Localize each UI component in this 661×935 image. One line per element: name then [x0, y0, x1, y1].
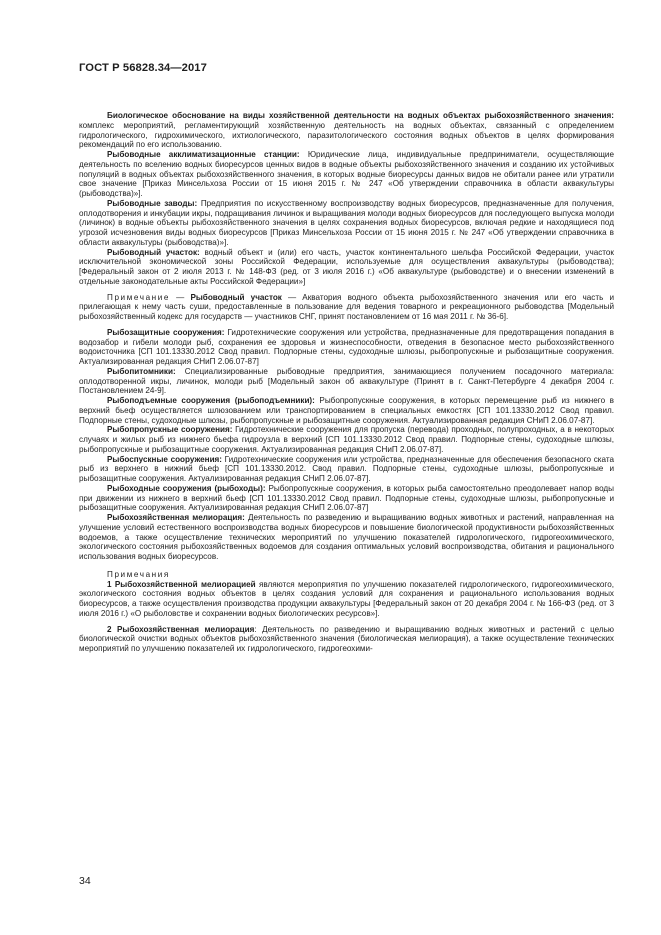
definition-text: Рыбопропускные сооружения, в которых рыба самостоятельно преодолевает напор воды при движении из нижнего в верхний бьеф [СП 101.13330.2012 Свод правил. Подпорные стены, судоходные шлюзы, рыбопропускные и рыбозащитные сооружения. Актуализированная редакция СНиП 2.06.07-87] — [79, 483, 615, 513]
note-number: 2 — [107, 624, 117, 634]
term: Рыбохозяйственная мелиорация: — [107, 513, 245, 522]
document-code: ГОСТ Р 56828.34—2017 — [79, 62, 207, 74]
note-number: 1 — [107, 579, 115, 589]
term: Рыбопитомники: — [107, 366, 176, 376]
definition-text: Деятельность по разведению и выращиванию водных животных и растений, направленная на улучшение условий естественного воспроизводства водных биоресурсов и повышение биологической продуктивности рыбохозяйственных водоемов, а также осуществление технических мероприятий по улучшению показателей гидрологического, гидрогеохимического, экологического состояния рыбохозяйственных водоемов для создания оптимальных условий воспроизводства, обитания и рационального использования водных биоресурсов. — [79, 513, 615, 561]
definition-paragraph — [79, 328, 614, 367]
definition-paragraph — [79, 513, 614, 562]
definition-text: Предприятия по искусственному воспроизводству водных биоресурсов, предназначенные для получения, оплодотворения и инкубации икры, подращивания личинок и выращивания молоди водных биоресурсов для последующего выпуска молоди (личинок) в водные объекты рыбохозяйственного значения в целях сохранения водных биоресурсов, включая редкие и находящиеся под угрозой исчезновения виды водных биоресурсов [Приказ Минсельхоза России от 15 июня 2015 г. № 247 «Об утверждении справочника в области аквакультуры (рыбоводства)»]. — [79, 198, 615, 247]
notes-heading: Примечания — [107, 569, 170, 579]
definition-paragraph — [79, 248, 614, 287]
note-paragraph — [79, 293, 614, 322]
definition-paragraph — [79, 199, 614, 248]
term: Биологическое обоснование на виды хозяйственной деятельности на водных объектах рыбохозяйственного значения: — [107, 111, 614, 120]
note-dash: — — [170, 292, 191, 302]
note-text: — Акватория водного объекта рыбохозяйственного значения или его часть и прилегающая к нему часть суши, предоставленные в пользование для ведения товарного и рекреационного рыбоводства [Модельный рыбохозяйственный кодекс для государств — участников СНГ, принят постановлением от 16 мая 2011 г. № 36-6]. — [79, 292, 614, 321]
definition-paragraph — [79, 455, 614, 484]
note-text: : Деятельность по разведению и выращиванию водных животных и растений с целью биологической очистки водных объектов рыбохозяйственного значения (биологическая мелиорация), а также осуществление технических мероприятий по улучшению показателей их гидрологического, гидрогеохими- — [79, 624, 614, 653]
definition-paragraph — [79, 367, 614, 396]
term: Рыбоводные акклиматизационные станции: — [107, 150, 300, 159]
definition-text: Рыбопропускные сооружения, в которых перемещение рыб из нижнего в верхний бьеф осуществляется шлюзованием или транспортированием в специальных емкостях [СП 101.13330.2012 Свод правил. Подпорные стены, судоходные шлюзы, рыбопропускные и рыбозащитные сооружения. Актуализированная редакция СНиП 2.06.07-87]. — [79, 396, 614, 425]
note-item — [79, 580, 614, 619]
definition-paragraph — [79, 150, 614, 199]
term: Рыбоспускные сооружения: — [107, 454, 223, 464]
page-number: 34 — [79, 875, 91, 887]
definition-text: Гидротехнические сооружения или устройства, предназначенные для предотвращения попадания в водозабор и гибели молоди рыб, сохранения ее здоровья и жизнеспособности, отведения в безопасное место рыбохозяйственного водоисточника [СП 101.13330.2012 Свод правил. Подпорные стены, судоходные шлюзы, рыбопропускные и рыбозащитные сооружения. Актуализированная редакция СНиП 2.06.07-87] — [79, 327, 614, 366]
definition-text: Юридические лица, индивидуальные предприниматели, осуществляющие деятельность по вселению водных биоресурсов ценных видов в водные объекты рыбохозяйственного значения и созданию их устойчивых популяций в водных объектах рыбохозяйственного значения, в которых водные биоресурсы данных видов не обитали ранее или утратили свое значение [Приказ Минсельхоза России от 15 июня 2015 г. № 247 «Об утверждении справочника в области аквакультуры (рыбоводства)»]. — [79, 150, 614, 198]
definition-paragraph — [79, 111, 614, 150]
term: Рыбопропускные сооружения: — [107, 425, 233, 435]
term: Рыбоподъемные сооружения (рыбоподъемники): — [107, 396, 315, 405]
term: Рыбозащитные сооружения: — [107, 327, 225, 337]
definition-text: Специализированные рыбоводные предприятия, занимающиеся получением посадочного материала: оплодотворенной икры, личинок, молоди рыб [Модельный закон об аквакультуре (Принят в г. Санкт-Петербурге 4 декабря 2004 г. Постановлением 24-9]. — [79, 366, 614, 396]
definition-paragraph — [79, 396, 614, 425]
term: Рыбоходные сооружения (рыбоходы): — [107, 483, 266, 493]
note-item — [79, 625, 614, 654]
term: Рыбоводный участок: — [107, 247, 200, 257]
definition-text: Гидротехнические сооружения для пропуска (перевода) проходных, полупроходных, а в некоторых случаях и жилых рыб из нижнего бьефа гидроузла в верхний [СП 101.13330.2012 Свод правил. Подпорные стены, судоходные шлюзы, рыбопропускные и рыбозащитные сооружения. Актуализированная редакция СНиП 2.06.07-87]. — [79, 425, 615, 454]
definition-paragraph — [79, 484, 614, 513]
term: Рыбоводный участок — [190, 292, 282, 302]
definition-text: водный объект и (или) его часть, участок континентального шельфа Российской Федерации, участок исключительной экономической зоны Российской Федерации, используемые для осуществления аквакультуры (рыбоводства); [Федеральный закон от 2 июля 2013 г. № 148-ФЗ (ред. от 3 июля 2016 г.) «Об аквакультуре (рыбоводстве) и о внесении изменений в отдельные законодательные акты Российской Федерации»] — [79, 247, 614, 286]
term: Рыбохозяйственная мелиорация — [116, 624, 255, 634]
definition-text: Гидротехнические сооружения или устройства, предназначенные для обеспечения безопасного ската рыб из верхнего в нижний бьеф [СП 101.13330.2012. Свод правил. Подпорные стены, судоходные шлюзы, рыбопропускные и рыбозащитные сооружения. Актуализированная редакция СНиП 2.06.07-87]. — [79, 454, 614, 483]
note-label: Примечание — [107, 292, 171, 302]
document-body — [79, 111, 614, 654]
definition-paragraph — [79, 425, 614, 454]
note-text: являются мероприятия по улучшению показателей гидрологического, гидрогеохимического, экологического состояния водных объектов в целях создания условий для сохранения и рационального использования водных биоресурсов, а также осуществления производства продукции аквакультуры [Федеральный закон от 20 декабря 2004 г. № 166-ФЗ (ред. от 3 июля 2016 г.) «О рыболовстве и сохранении водных биологических ресурсов»]. — [79, 579, 614, 618]
term: Рыбохозяйственной мелиорацией — [114, 579, 256, 589]
term: Рыбоводные заводы: — [107, 198, 198, 208]
definition-text: комплекс мероприятий, регламентирующий хозяйственную деятельность на водных объектах, связанный с определением гидрологического, гидрохимического, ихтиологического, паразитологического состояния водных объектов в целях формирования рекомендаций по его использованию. — [79, 120, 614, 150]
